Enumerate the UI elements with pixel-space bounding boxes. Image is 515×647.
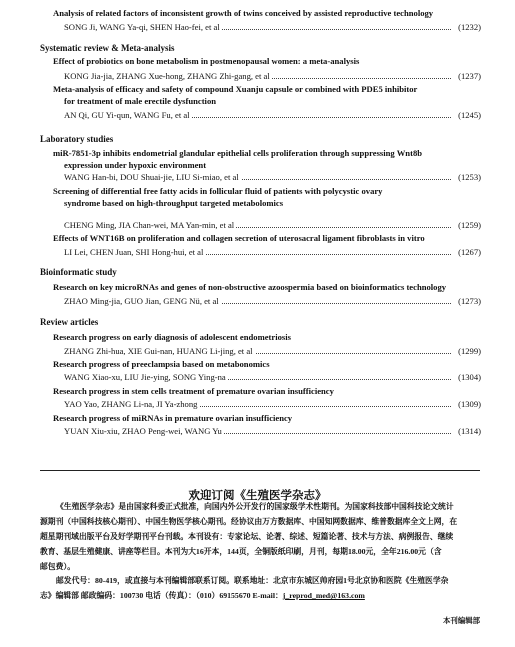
contact-line: 邮发代号：80-419，或直接与本刊编辑部联系订阅。联系地址：北京市东城区帅府园1号北京协和医院《生殖医学杂	[56, 576, 449, 585]
article-page-number[interactable]: (1245)	[458, 110, 481, 120]
article-byline	[64, 372, 481, 383]
article-byline	[64, 346, 481, 357]
contact-line	[40, 588, 481, 603]
article-title[interactable]: Analysis of related factors of inconsistent growth of twins conceived by assisted reproductive technology	[53, 8, 434, 18]
article-title[interactable]: Research progress of miRNAs in premature ovarian insufficiency	[53, 413, 293, 423]
article-title[interactable]: for treatment of male erectile dysfunction	[64, 96, 217, 106]
intro-line: 教育、基层生殖健康、讲座等栏目。本刊为大16开本，144页，全铜版纸印刷，月刊，每期18.00元，全年216.00元（含	[40, 547, 442, 556]
intro-line: 超星期刊域出版平台及好学期刊平台刊载。本刊设有：专家论坛、论著、综述、短篇论著、技术与方法、病例报告、继续	[40, 532, 454, 541]
article-byline	[64, 220, 481, 231]
article-byline	[64, 172, 481, 183]
article-page-number[interactable]: (1314)	[458, 426, 481, 436]
article-title[interactable]: Effect of probiotics on bone metabolism in postmenopausal women: a meta-analysis	[53, 56, 360, 66]
article-byline	[64, 399, 481, 410]
subscribe-contact	[40, 573, 481, 603]
article-page-number[interactable]: (1267)	[458, 247, 481, 257]
section-divider	[40, 470, 480, 471]
article-page-number[interactable]: (1232)	[458, 22, 481, 32]
email-link[interactable]: j_reprod_med@163.com	[282, 591, 365, 600]
article-page-number[interactable]: (1299)	[458, 346, 481, 356]
article-authors: ZHAO Ming-jia, GUO Jian, GENG Nü, et al	[64, 296, 219, 306]
article-authors: WANG Xiao-xu, LIU Jie-ying, SONG Ying-na	[64, 372, 226, 382]
article-authors: CHENG Ming, JIA Chan-wei, MA Yan-min, et al	[64, 220, 235, 230]
article-page-number[interactable]: (1273)	[458, 296, 481, 306]
article-page-number[interactable]: (1309)	[458, 399, 481, 409]
article-byline	[64, 110, 481, 121]
article-page-number[interactable]: (1304)	[458, 372, 481, 382]
article-byline	[64, 71, 481, 82]
article-authors: ZHANG Zhi-hua, XIE Gui-nan, HUANG Li-jing, et al	[64, 346, 253, 356]
section-heading: Laboratory studies	[40, 134, 114, 144]
section-heading: Systematic review & Meta-analysis	[40, 43, 175, 53]
article-authors: AN Qi, GU Yi-qun, WANG Fu, et al	[64, 110, 190, 120]
article-authors: SONG Ji, WANG Ya-qi, SHEN Hao-fei, et al	[64, 22, 220, 32]
article-authors: YAO Yao, ZHANG Li-na, JI Ya-zhong	[64, 399, 198, 409]
article-authors: LI Lei, CHEN Juan, SHI Hong-hui, et al	[64, 247, 204, 257]
article-title[interactable]: Screening of differential free fatty acids in follicular fluid of patients with polycystic ovary	[53, 186, 383, 196]
section-heading: Bioinformatic study	[40, 267, 117, 277]
article-title[interactable]: Effects of WNT16B on proliferation and collagen secretion of uterosacral ligament fibroblasts in vitro	[53, 233, 425, 243]
subscribe-title: 欢迎订阅《生殖医学杂志》	[188, 490, 327, 502]
article-title[interactable]: miR-7851-3p inhibits endometrial glandular epithelial cells proliferation through suppressing Wnt8b	[53, 148, 423, 158]
article-page-number[interactable]: (1259)	[458, 220, 481, 230]
article-byline	[64, 296, 481, 307]
article-byline	[64, 426, 481, 437]
article-title[interactable]: Meta-analysis of efficacy and safety of compound Xuanju capsule or combined with PDE5 inhibitor	[53, 84, 418, 94]
article-title[interactable]: Research progress of preeclampsia based on metabonomics	[53, 359, 270, 369]
intro-line: 源期刊（中国科技核心期刊）、中国生物医学核心期刊。经协议由万方数据库、中国知网数据库、维普数据库全文上网，在	[40, 517, 458, 526]
article-title[interactable]: expression under hypoxic environment	[64, 160, 207, 170]
editorial-department: 本刊编辑部	[443, 616, 480, 625]
section-heading: Review articles	[40, 317, 99, 327]
article-title[interactable]: Research on key microRNAs and genes of non-obstructive azoospermia based on bioinformatics technology	[53, 282, 447, 292]
article-title[interactable]: Research progress on early diagnosis of adolescent endometriosis	[53, 332, 291, 342]
intro-line: 邮包费）。	[40, 562, 76, 571]
article-title[interactable]: Research progress in stem cells treatment of premature ovarian insufficiency	[53, 386, 334, 396]
article-byline	[64, 22, 481, 33]
subscribe-intro	[40, 499, 481, 574]
contact-line-prefix: 志》编辑部 邮政编码：100730 电话（传真）：（010）69155670 E-mail：	[40, 591, 283, 600]
article-page-number[interactable]: (1253)	[458, 172, 481, 182]
intro-line: 《生殖医学杂志》是由国家科委正式批准，向国内外公开发行的国家级学术性期刊。为国家科技部中国科技论文统计	[56, 502, 454, 511]
article-authors: KONG Jia-jia, ZHANG Xue-hong, ZHANG Zhi-gang, et al	[64, 71, 270, 81]
article-authors: YUAN Xiu-xiu, ZHAO Peng-wei, WANG Yu	[64, 426, 222, 436]
article-byline	[64, 247, 481, 258]
article-authors: WANG Han-bi, DOU Shuai-jie, LIU Si-miao, et al	[64, 172, 239, 182]
article-title[interactable]: syndrome based on high-throughput targeted metabolomics	[64, 198, 284, 208]
article-page-number[interactable]: (1237)	[458, 71, 481, 81]
